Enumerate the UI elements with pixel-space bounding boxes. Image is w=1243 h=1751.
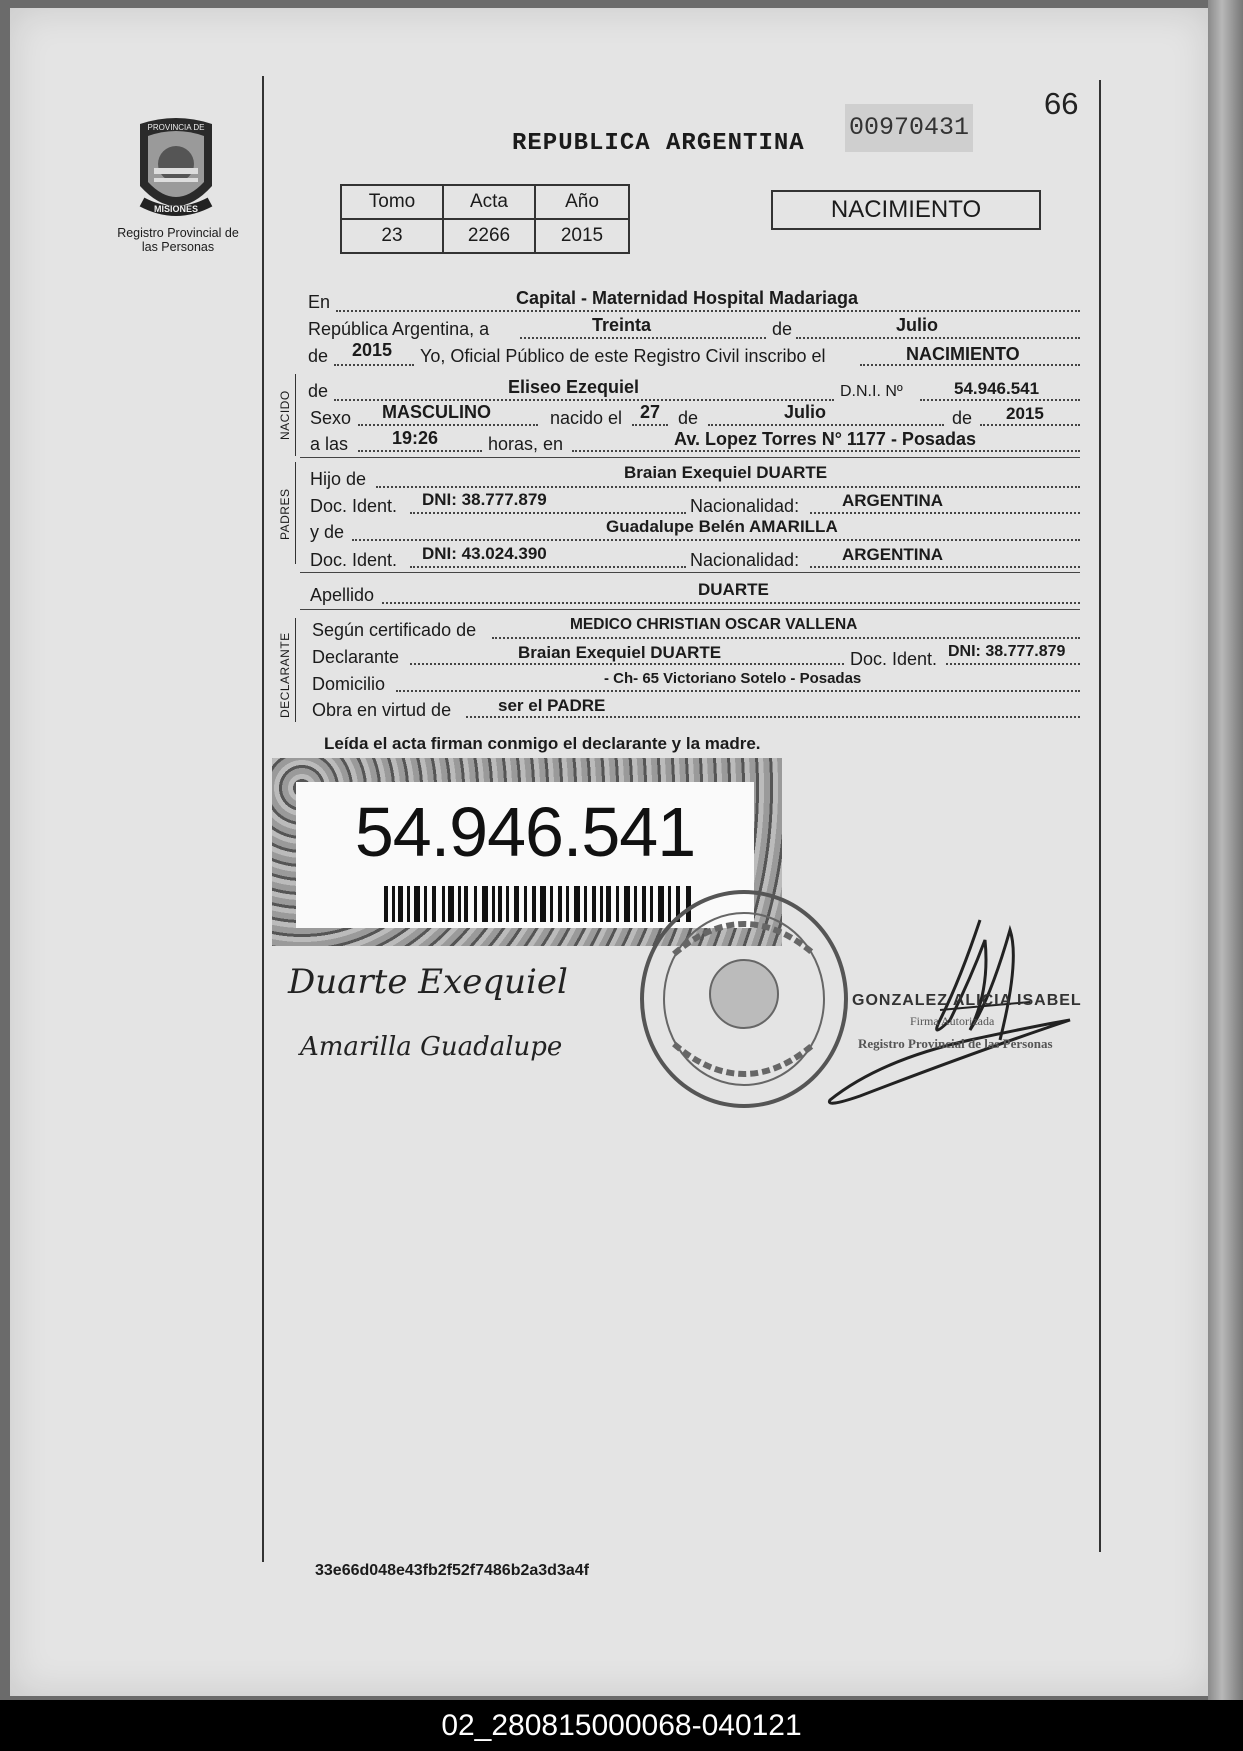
line-madre xyxy=(352,539,1080,541)
label-sexo: Sexo xyxy=(310,408,352,428)
official-registry: Registro Provincial de las Personas xyxy=(858,1036,1053,1051)
value-hora: 19:26 xyxy=(392,428,439,448)
left-margin-line xyxy=(262,76,264,1562)
label-yo-oficial: Yo, Oficial Público de este Registro Civil inscribo el xyxy=(420,346,826,366)
line-sexo xyxy=(358,424,538,426)
file-id: 02_280815000068-040121 xyxy=(441,1709,802,1742)
label-horas-en: horas, en xyxy=(488,434,564,454)
official-title: Firma Autorizada xyxy=(910,1014,995,1028)
line-anio-nac xyxy=(980,424,1080,426)
handwritten-line-1: Duarte Exequiel xyxy=(288,962,568,1002)
value-padre: Braian Exequiel DUARTE xyxy=(624,463,828,482)
line-certificado xyxy=(492,637,1080,639)
value-obra: ser el PADRE xyxy=(498,696,606,715)
label-de2: de xyxy=(308,346,329,366)
right-margin-line xyxy=(1099,80,1101,1552)
label-segun-cert: Según certificado de xyxy=(312,620,477,640)
value-mes: Julio xyxy=(896,315,939,335)
label-nacionalidad2: Nacionalidad: xyxy=(690,550,800,570)
book-value-tomo: 23 xyxy=(341,219,443,253)
label-dni: D.N.I. Nº xyxy=(840,383,903,400)
value-mes-nac: Julio xyxy=(784,402,827,422)
value-madre-doc: DNI: 43.024.390 xyxy=(422,544,547,563)
nacido-bracket xyxy=(295,374,296,456)
line-madre-doc xyxy=(410,566,686,568)
value-padre-nac: ARGENTINA xyxy=(842,491,944,510)
value-apellido: DUARTE xyxy=(698,580,769,599)
line-domicilio xyxy=(396,690,1080,692)
line-en xyxy=(336,310,1080,312)
line-nombre xyxy=(334,399,834,401)
book-table xyxy=(340,184,630,254)
book-header-anio: Año xyxy=(535,185,629,219)
value-domicilio: - Ch- 65 Victoriano Sotelo - Posadas xyxy=(604,670,862,687)
label-republica: República Argentina, a xyxy=(308,319,490,339)
registry-label: Registro Provincial de las Personas xyxy=(117,226,239,254)
value-declarante: Braian Exequiel DUARTE xyxy=(518,643,722,662)
value-anio-nac: 2015 xyxy=(1006,404,1044,423)
page-number: 66 xyxy=(1044,86,1079,121)
document-hash: 33e66d048e43fb2f52f7486b2a3d3a4f xyxy=(315,1562,589,1579)
value-lugar: Capital - Maternidad Hospital Madariaga xyxy=(516,288,859,308)
serial-number: 00970431 xyxy=(845,104,973,152)
side-label-declarante: DECLARANTE xyxy=(278,632,292,718)
side-label-nacido: NACIDO xyxy=(278,390,292,440)
value-anio: 2015 xyxy=(352,340,393,360)
label-nacido-el: nacido el xyxy=(550,408,623,428)
line-hora xyxy=(358,450,482,452)
label-apellido: Apellido xyxy=(310,585,375,605)
value-dni: 54.946.541 xyxy=(954,379,1040,398)
book-header-acta: Acta xyxy=(443,185,535,219)
label-de-nombre: de xyxy=(308,381,329,401)
value-dia-texto: Treinta xyxy=(592,315,652,335)
line-mes xyxy=(796,337,1080,339)
value-declarante-doc: DNI: 38.777.879 xyxy=(948,643,1066,660)
label-de: de xyxy=(772,319,793,339)
line-mes-nac xyxy=(708,424,944,426)
label-hijo-de: Hijo de xyxy=(310,469,367,489)
label-obra: Obra en virtud de xyxy=(312,700,452,720)
document-title: REPUBLICA ARGENTINA xyxy=(512,130,805,157)
section-divider-2 xyxy=(300,572,1080,573)
line-madre-nac xyxy=(810,566,1080,568)
line-anio xyxy=(334,364,414,366)
official-stamp xyxy=(640,890,848,1108)
label-de-anio: de xyxy=(952,408,973,428)
label-doc-ident3: Doc. Ident. xyxy=(850,649,938,669)
label-doc-ident2: Doc. Ident. xyxy=(310,550,398,570)
label-domicilio: Domicilio xyxy=(312,674,386,694)
value-sexo: MASCULINO xyxy=(382,402,491,422)
book-value-acta: 2266 xyxy=(443,219,535,253)
line-declarante-doc xyxy=(946,663,1080,665)
label-en: En xyxy=(308,292,331,312)
label-de-mes: de xyxy=(678,408,699,428)
line-lugar-nac xyxy=(572,450,1080,452)
barcode-number: 54.946.541 xyxy=(354,793,696,871)
closing-statement: Leída el acta firman conmigo el declarante y la madre. xyxy=(324,734,761,753)
value-dia-nac: 27 xyxy=(640,402,661,422)
line-dia-nac xyxy=(632,424,668,426)
declarante-bracket xyxy=(295,618,296,722)
handwritten-line-2: Amarilla Guadalupe xyxy=(300,1032,563,1062)
line-dia xyxy=(520,337,766,339)
line-padre-doc xyxy=(410,512,686,514)
province-logo xyxy=(128,116,224,226)
section-divider-3 xyxy=(300,609,1080,610)
value-madre-nac: ARGENTINA xyxy=(842,545,944,564)
value-tipo: NACIMIENTO xyxy=(906,344,1020,364)
value-certificado: MEDICO CHRISTIAN OSCAR VALLENA xyxy=(570,616,858,633)
value-madre: Guadalupe Belén AMARILLA xyxy=(606,517,838,536)
value-lugar-nac: Av. Lopez Torres N° 1177 - Posadas xyxy=(674,429,976,449)
logo-top-text: PROVINCIA DE xyxy=(147,123,205,132)
section-divider-1 xyxy=(300,457,1080,458)
label-a-las: a las xyxy=(310,434,349,454)
book-header-tomo: Tomo xyxy=(341,185,443,219)
label-declarante: Declarante xyxy=(312,647,400,667)
line-padre xyxy=(376,486,1080,488)
label-doc-ident: Doc. Ident. xyxy=(310,496,398,516)
line-declarante xyxy=(410,663,844,665)
page-edge xyxy=(1208,0,1243,1700)
act-type-box: NACIMIENTO xyxy=(771,190,1041,230)
file-id-bar xyxy=(0,1700,1243,1751)
padres-bracket xyxy=(295,462,296,564)
line-apellido xyxy=(382,602,1080,604)
logo-bottom-text: MISIONES xyxy=(153,204,199,214)
side-label-padres: PADRES xyxy=(278,488,292,540)
label-nacionalidad: Nacionalidad: xyxy=(690,496,800,516)
book-value-anio: 2015 xyxy=(535,219,629,253)
line-padre-nac xyxy=(810,512,1080,514)
line-obra xyxy=(466,716,1080,718)
value-padre-doc: DNI: 38.777.879 xyxy=(422,490,547,509)
value-nombre: Eliseo Ezequiel xyxy=(508,377,640,397)
official-name: GONZALEZ ALICIA ISABEL xyxy=(852,992,1082,1009)
line-dni xyxy=(920,399,1080,401)
label-y-de: y de xyxy=(310,522,345,542)
